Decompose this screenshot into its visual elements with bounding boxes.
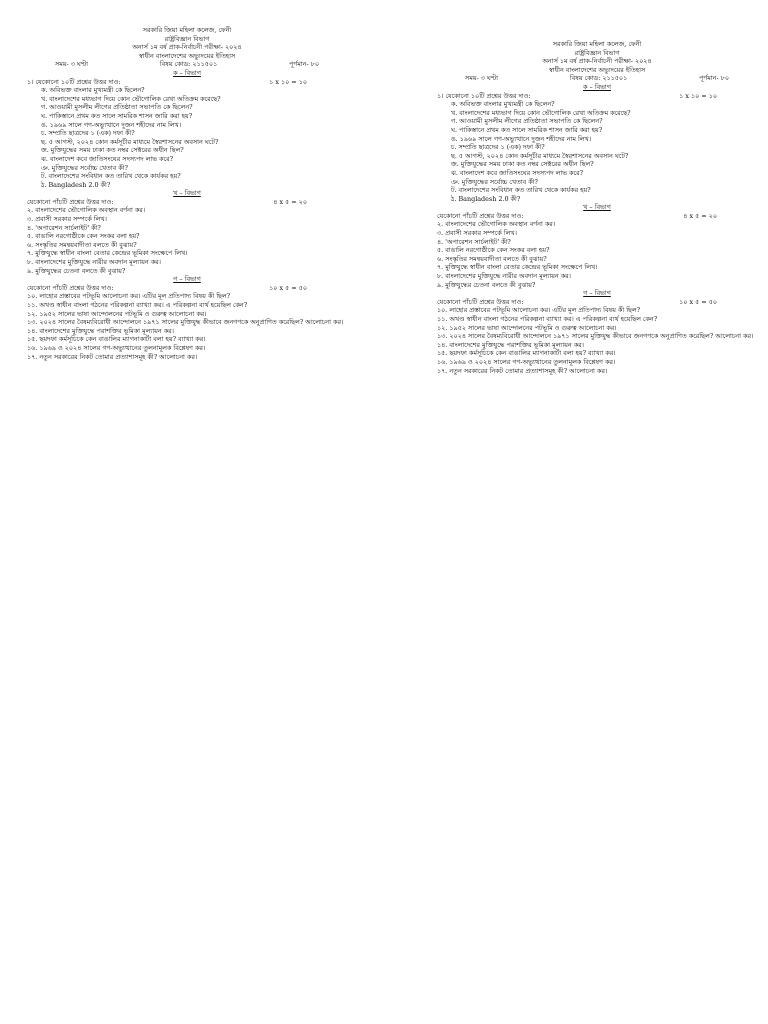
section-kha-title: খ – বিভাগ [173,189,201,198]
department-name: রাষ্ট্রবিজ্ঞান বিভাগ [164,34,210,43]
section-ka-instruction: ১। যেকোনো ১০টি প্রশ্নের উত্তর দাও: [437,91,531,100]
question-item: ছ. ৫ আগস্ট, ২০২৪ কোন কর্মসূচীর মাধ্যমে স্বৈরশাসনের অবসান ঘটে? [451,151,629,160]
exam-name: অনার্স ১ম বর্ষ প্রাক-নির্বাচনী পরীক্ষা- ২০২৪ [542,57,652,66]
question-item: ১১. অখণ্ড স্বাধীন বাংলা গঠনের পরিকল্পনা ব্যাখ্যা কর। এ পরিকল্পনা ব্যর্থ হয়েছিল কেন? [27,301,248,309]
question-item: ১৭. নতুন সরকারের নিকট তোমার প্রত্যাশাসমূহ কী? আলোচনা কর। [437,366,608,375]
section-ga-title: গ – বিভাগ [583,289,611,298]
question-item: ১৬. ১৯৬৯ ও ২০২৪ সালের গণ-অভ্যুত্থানের তুলনামূলক বিশ্লেষণ কর। [27,343,206,352]
section-ka-title: ক – বিভাগ [583,82,611,91]
question-item: গ. আওয়ামী মুসলীম লীগের প্রতিষ্ঠাতা সভাপতি কে ছিলেন? [451,117,603,126]
question-item: ঙ. ১৯৬৯ সালে গণ-অভ্যুত্থানে দুজন শহীদের নাম লিখ। [41,120,182,129]
question-item: ঞ. মুক্তিযুদ্ধের সর্বোচ্চ খেতাব কী? [451,177,538,186]
section-kha-marks: ৪ x ৫ = ২০ [273,197,307,206]
question-item: খ. বাংলাদেশের মধ্যভাগ দিয়ে কোন ভৌগোলিক রেখা অতিক্রম করেছে? [451,108,631,117]
question-item: ৮. বাংলাদেশের মুক্তিযুদ্ধে নারীর অবদান মূল্যায়ন কর। [27,258,161,267]
question-item: ১০. লাহোর প্রস্তাবের পটভূমি আলোচনা কর। এটির মূল প্রতিপাদ্য বিষয় কী ছিল? [437,306,641,315]
question-item: ক. অবিভক্ত বাংলার মুখ্যমন্ত্রী কে ছিলেন? [41,86,145,95]
exam-meta-row [27,60,347,69]
exam-name: অনার্স ১ম বর্ষ প্রাক-নির্বাচনী পরীক্ষা- ২০২৪ [132,43,242,52]
section-ga-marks: ১০ x ৫ = ৫০ [269,283,307,292]
department-name: রাষ্ট্রবিজ্ঞান বিভাগ [574,48,620,57]
subject-name: স্বাধীন বাংলাদেশের অভ্যুদয়ের ইতিহাস [138,51,236,60]
question-item: ১৩. ২০২৪ সালের বৈষম্যবিরোধী আন্দোলনে ১৯৭১ সালের মুক্তিযুদ্ধ কীভাবে জনগণকে অনুপ্রাণিত করেছিল? আলোচনা কর। [437,332,754,341]
question-item: ঝ. বাংলাদেশ কবে জাতিসংঘের সদস্যপদ লাভ করে? [451,168,584,177]
question-item: ২. বাংলাদেশের ভৌগোলিক অবস্থান বর্ণনা কর। [437,220,556,229]
question-item: ঠ. Bangladesh 2.0 কী? [41,180,111,189]
section-kha-marks: ৪ x ৫ = ২০ [683,211,717,220]
question-item: ট. বাংলাদেশের সংবিধান কত তারিখ থেকে কার্যকর হয়? [451,186,591,195]
question-item: ৩. প্রবাসী সরকার সম্পর্কে লিখ। [27,215,107,224]
question-item: গ. আওয়ামী মুসলীম লীগের প্রতিষ্ঠাতা সভাপতি কে ছিলেন? [41,103,193,112]
question-item: ১৬. ১৯৬৯ ও ২০২৪ সালের গণ-অভ্যুত্থানের তুলনামূলক বিশ্লেষণ কর। [437,357,616,366]
exam-time: সময়- ৩ ঘণ্টা [465,74,499,83]
question-item: চ. সম্প্রতি ছাত্রদের ১ (এক) দফা কী? [41,129,135,138]
question-item: ১৪. বাংলাদেশের মুক্তিযুদ্ধে পরাশক্তির ভূমিকা মূল্যায়ন কর। [437,340,584,349]
question-item: জ. মুক্তিযুদ্ধের সময় ঢাকা কত নম্বর সেক্টরের অধীন ছিল? [41,146,184,155]
question-item: জ. মুক্তিযুদ্ধের সময় ঢাকা কত নম্বর সেক্টরের অধীন ছিল? [451,160,594,169]
question-item: ঝ. বাংলাদেশ কবে জাতিসংঘের সদস্যপদ লাভ করে? [41,154,174,163]
section-ga-instruction: যেকোনো পাঁচটি প্রশ্নের উত্তর দাও: [27,283,114,292]
section-ka-instruction-row [27,78,347,87]
section-kha-instruction-row [437,212,757,221]
question-item: ১০. লাহোর প্রস্তাবের পটভূমি আলোচনা কর। এটির মূল প্রতিপাদ্য বিষয় কী ছিল? [27,292,231,301]
section-kha-instruction: যেকোনো পাঁচটি প্রশ্নের উত্তর দাও: [27,197,114,206]
question-item: ১১. অখণ্ড স্বাধীন বাংলা গঠনের পরিকল্পনা ব্যাখ্যা কর। এ পরিকল্পনা ব্যর্থ হয়েছিল কেন? [437,315,658,323]
section-ka-instruction: ১। যেকোনো ১০টি প্রশ্নের উত্তর দাও: [27,77,121,86]
question-item: ৮. বাংলাদেশের মুক্তিযুদ্ধে নারীর অবদান মূল্যায়ন কর। [437,272,571,281]
question-item: ১২. ১৯৫২ সালের ভাষা আন্দোলনের পটভূমি ও গুরুত্ব আলোচনা কর। [437,323,617,332]
question-item: ঙ. ১৯৬৯ সালে গণ-অভ্যুত্থানে দুজন শহীদের নাম লিখ। [451,134,592,143]
section-ga-instruction-row [27,284,347,293]
section-ga-instruction-row [437,298,757,307]
question-item: ঘ. পাকিস্তানে প্রথম কত সালে সামরিক শাসন জারি করা হয়? [451,125,603,134]
question-item: ১৫. ছয়দফা কর্মসূচিকে কেন বাঙালির ম্যাগনাকার্টা বলা হয়? ব্যাখ্যা কর। [437,349,616,358]
section-kha-title: খ – বিভাগ [583,203,611,212]
question-item: চ. সম্প্রতি ছাত্রদের ১ (এক) দফা কী? [451,143,545,152]
section-ka-marks: ১ x ১০ = ১০ [269,77,307,86]
full-marks: পূর্ণমান- ৮০ [289,60,319,69]
paper-header [27,26,347,60]
college-name: সরকারি জিয়া মহিলা কলেজ, ফেনী [142,26,232,34]
question-item: ৫. বাঙালি নরগোষ্ঠীকে কেন সংকর বলা হয়? [437,246,550,255]
section-ka-title: ক – বিভাগ [173,68,201,77]
question-item: ৩. প্রবাসী সরকার সম্পর্কে লিখ। [437,229,517,238]
section-ga-marks: ১০ x ৫ = ৫০ [679,297,717,306]
question-item: ৭. মুক্তিযুদ্ধে স্বাধীন বাংলা বেতার কেন্দ্রের ভূমিকা সংক্ষেপে লিখ। [437,263,598,272]
question-item: ৬. সংস্কৃতির সমন্বয়বাদীতা বলতে কী বুঝায়? [437,254,547,263]
section-ga-instruction: যেকোনো পাঁচটি প্রশ্নের উত্তর দাও: [437,297,524,306]
question-item: ঠ. Bangladesh 2.0 কী? [451,194,521,203]
question-item: ৪. 'অপারেশন সার্চলাইট' কী? [27,223,101,232]
question-item: ১৪. বাংলাদেশের মুক্তিযুদ্ধে পরাশক্তির ভূমিকা মূল্যায়ন কর। [27,326,174,335]
subject-name: স্বাধীন বাংলাদেশের অভ্যুদয়ের ইতিহাস [548,65,646,74]
question-item: ৯. মুক্তিযুদ্ধের চেতনা বলতে কী বুঝায়? [27,266,126,275]
question-item: ১২. ১৯৫২ সালের ভাষা আন্দোলনের পটভূমি ও গুরুত্ব আলোচনা কর। [27,309,207,318]
question-item: ৫. বাঙালি নরগোষ্ঠীকে কেন সংকর বলা হয়? [27,232,140,241]
question-item: ছ. ৫ আগস্ট, ২০২৪ কোন কর্মসূচীর মাধ্যমে স্বৈরশাসনের অবসান ঘটে? [41,137,219,146]
paper-header [437,40,757,74]
question-item: ঞ. মুক্তিযুদ্ধের সর্বোচ্চ খেতাব কী? [41,163,128,172]
exam-meta-row [437,74,757,83]
question-item: ঘ. পাকিস্তানে প্রথম কত সালে সামরিক শাসন জারি করা হয়? [41,111,193,120]
section-kha-instruction: যেকোনো পাঁচটি প্রশ্নের উত্তর দাও: [437,211,524,220]
question-item: ৭. মুক্তিযুদ্ধে স্বাধীন বাংলা বেতার কেন্দ্রের ভূমিকা সংক্ষেপে লিখ। [27,249,188,258]
question-item: খ. বাংলাদেশের মধ্যভাগ দিয়ে কোন ভৌগোলিক রেখা অতিক্রম করেছে? [41,94,221,103]
question-item: ট. বাংলাদেশের সংবিধান কত তারিখ থেকে কার্যকর হয়? [41,172,181,181]
question-item: ৪. 'অপারেশন সার্চলাইট' কী? [437,237,511,246]
question-item: ২. বাংলাদেশের ভৌগোলিক অবস্থান বর্ণনা কর। [27,206,146,215]
question-paper-right [437,40,757,375]
section-ga-title: গ – বিভাগ [173,275,201,284]
question-item: ৯. মুক্তিযুদ্ধের চেতনা বলতে কী বুঝায়? [437,280,536,289]
question-item: ১৫. ছয়দফা কর্মসূচিকে কেন বাঙালির ম্যাগনাকার্টা বলা হয়? ব্যাখ্যা কর। [27,335,206,344]
college-name: সরকারি জিয়া মহিলা কলেজ, ফেনী [552,40,642,48]
section-kha-instruction-row [27,198,347,207]
question-item: ১৭. নতুন সরকারের নিকট তোমার প্রত্যাশাসমূহ কী? আলোচনা কর। [27,352,198,361]
exam-time: সময়- ৩ ঘণ্টা [55,60,89,69]
subject-code: বিষয় কোড: ২১১৫০১ [159,60,218,69]
question-item: ৬. সংস্কৃতির সমন্বয়বাদীতা বলতে কী বুঝায়? [27,240,137,249]
section-ka-marks: ১ x ১০ = ১০ [679,91,717,100]
question-paper-left [27,26,347,361]
subject-code: বিষয় কোড: ২১১৫০১ [569,74,628,83]
section-ka-instruction-row [437,92,757,101]
question-item: ক. অবিভক্ত বাংলার মুখ্যমন্ত্রী কে ছিলেন? [451,100,555,109]
question-item: ১৩. ২০২৪ সালের বৈষম্যবিরোধী আন্দোলনে ১৯৭১ সালের মুক্তিযুদ্ধ কীভাবে জনগণকে অনুপ্রাণিত করেছিল? আলোচনা কর। [27,318,344,327]
full-marks: পূর্ণমান- ৮০ [699,74,729,83]
